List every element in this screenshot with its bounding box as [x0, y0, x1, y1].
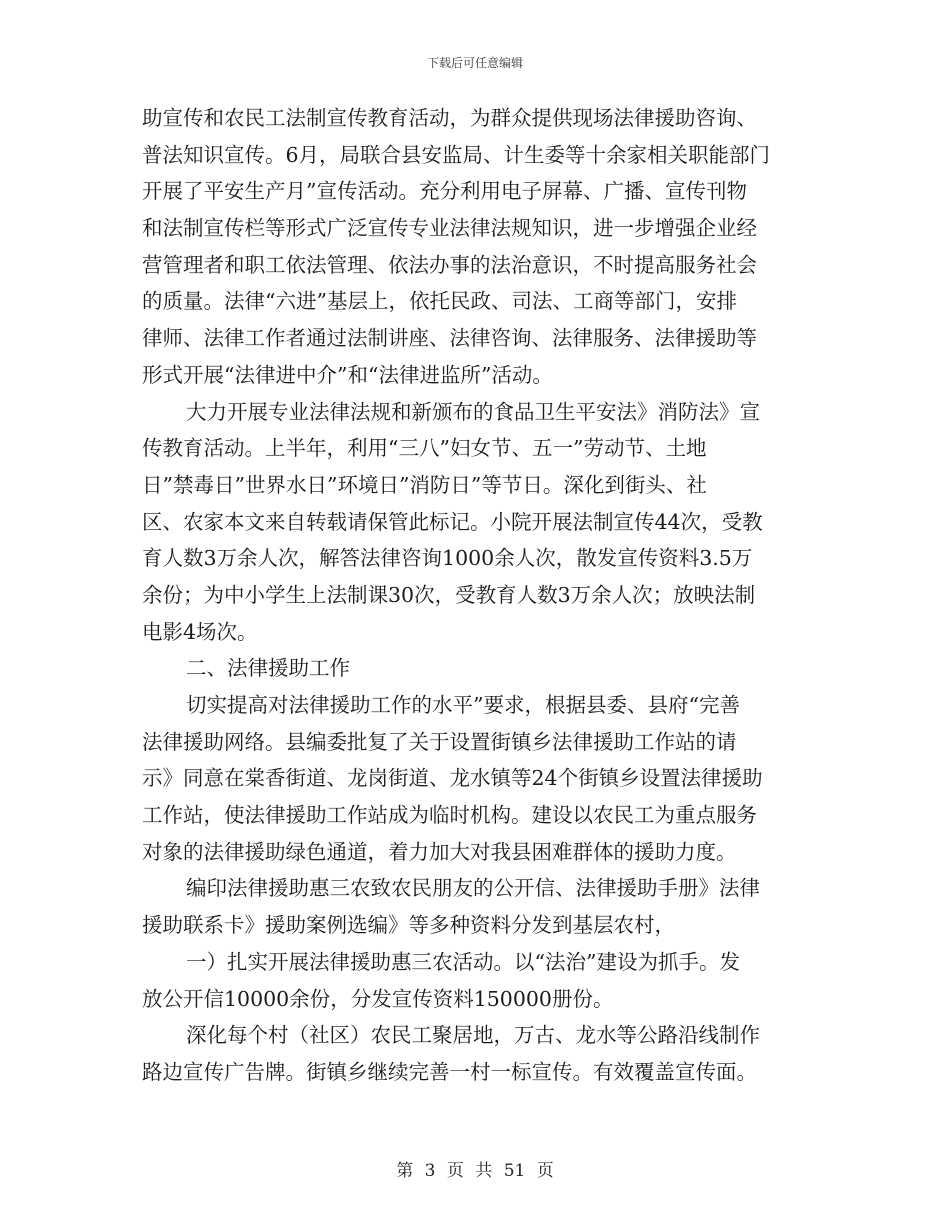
text-line: 示》同意在棠香街道、龙岗街道、龙水镇等24个街镇乡设置法律援助 [142, 766, 763, 791]
paragraph-first-line: 深化每个村（社区）农民工聚居地，万古、龙水等公路沿线制作 [186, 1023, 760, 1048]
page-header: 下载后可任意编辑 [426, 56, 523, 70]
paragraph-first-line: 一）扎实开展法律援助惠三农活动。以“法治”建设为抓手。发 [186, 949, 740, 974]
paragraph-first-line: 切实提高对法律援助工作的水平”要求，根据县委、县府“完善 [186, 693, 740, 717]
document-body [142, 100, 812, 1091]
text-line: 助宣传和农民工法制宣传教育活动，为群众提供现场法律援助咨询、 [142, 106, 757, 130]
paragraph-first-line: 编印法律援助惠三农致农民朋友的公开信、法律援助手册》法律 [186, 876, 760, 901]
text-line: 形式开展“法律进中介”和“法律进监所”活动。 [142, 362, 553, 387]
text-line: 工作站，使法律援助工作站成为临时机构。建设以农民工为重点服务 [142, 803, 757, 828]
text-line: 传教育活动。上半年，利用“三八”妇女节、五一”劳动节、土地 [142, 436, 707, 461]
text-line: 电影4场次。 [142, 619, 258, 644]
text-line: 路边宣传广告牌。街镇乡继续完善一村一标宣传。有效覆盖宣传面。 [142, 1059, 757, 1084]
text-line: 律师、法律工作者通过法制讲座、法律咨询、法律服务、法律援助等 [142, 326, 757, 351]
text-line: 开展了平安生产月”宣传活动。充分利用电子屏幕、广播、宣传刊物 [142, 179, 747, 204]
text-line: 余份；为中小学生上法制课30次，受教育人数3万余人次；放映法制 [142, 582, 756, 607]
paragraph-first-line: 大力开展专业法律法规和新颁布的食品卫生平安法》消防法》宣 [186, 399, 760, 424]
text-line: 区、农家本文来自转载请保管此标记。小院开展法制宣传44次，受教 [142, 509, 763, 534]
text-line: 日”禁毒日”世界水日”环境日”消防日”等节日。深化到街头、社 [142, 472, 707, 497]
text-line: 对象的法律援助绿色通道，着力加大对我县困难群体的援助力度。 [142, 839, 737, 864]
text-line: 的质量。法律“六进”基层上，依托民政、司法、工商等部门，安排 [142, 289, 737, 314]
text-line: 放公开信10000余份，分发宣传资料150000册份。 [142, 986, 614, 1011]
text-line: 营管理者和职工依法管理、依法办事的法治意识，不时提高服务社会 [142, 252, 757, 277]
text-line: 育人数3万余人次，解答法律咨询1000余人次，散发宣传资料3.5万 [142, 546, 753, 571]
page-number-footer: 第 3 页 共 51 页 [396, 1161, 554, 1181]
text-line: 普法知识宣传。6月，局联合县安监局、计生委等十余家相关职能部门 [142, 142, 771, 167]
text-line: 援助联系卡》援助案例选编》等多种资料分发到基层农村， [142, 913, 675, 938]
section-heading: 二、法律援助工作 [186, 656, 350, 681]
text-line: 法律援助网络。县编委批复了关于设置街镇乡法律援助工作站的请 [142, 729, 737, 754]
text-line: 和法制宣传栏等形式广泛宣传专业法律法规知识，进一步增强企业经 [142, 216, 757, 241]
